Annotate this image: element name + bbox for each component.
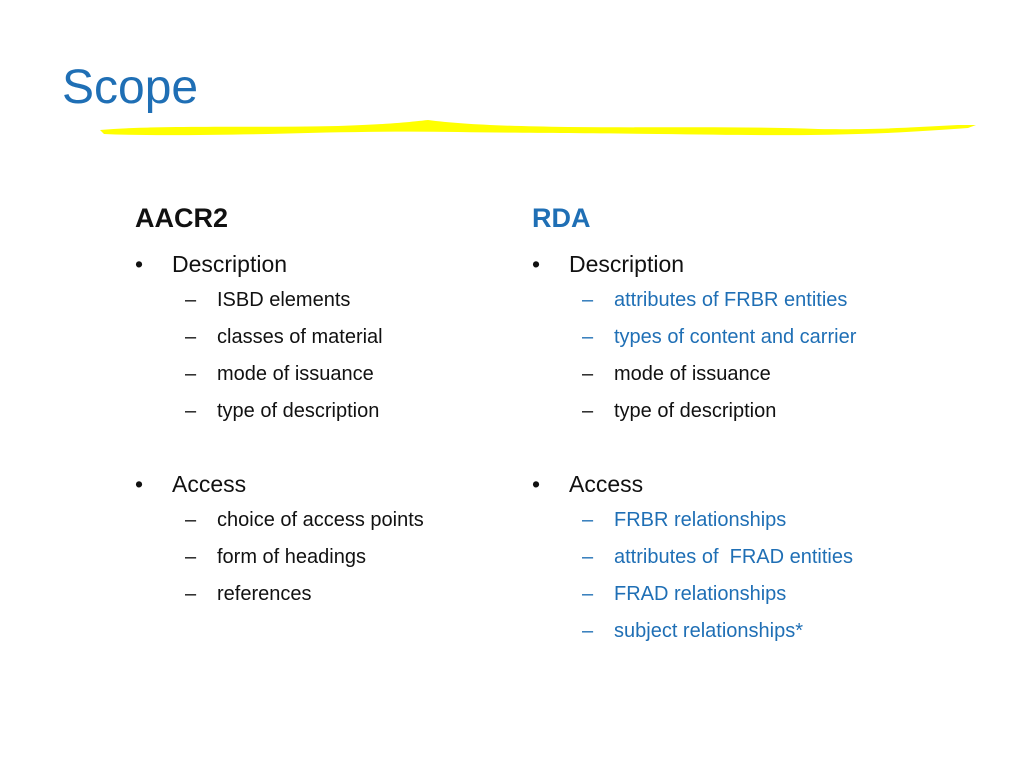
aacr2-access-group [135,466,535,613]
bullet-marker: • [135,471,144,497]
dash-marker: – [185,289,197,311]
list-item: – FRAD relationships [532,576,932,613]
dash-marker: – [582,509,594,531]
list-item: – subject relationships* [532,613,932,650]
rda-access-bullet [532,466,932,502]
slide-title: Scope [62,61,199,114]
dash-marker: – [582,289,594,311]
bullet-label: Access [569,471,644,497]
dash-marker: – [582,583,594,605]
bullet-marker: • [532,471,541,497]
dash-marker: – [185,326,197,348]
list-item: – ISBD elements [135,282,535,319]
dash-marker: – [185,400,197,422]
aacr2-column [135,198,535,613]
bullet-marker: • [135,251,144,277]
dash-marker: – [582,546,594,568]
highlighter-stroke [100,120,976,135]
list-item: – FRBR relationships [532,502,932,539]
list-item: – mode of issuance [532,356,932,393]
list-item: – types of content and carrier [532,319,932,356]
list-item: – references [135,576,535,613]
spacer [135,430,535,466]
list-item: – attributes of FRBR entities [532,282,932,319]
bullet-marker: • [532,251,541,277]
list-item: – mode of issuance [135,356,535,393]
list-item: – choice of access points [135,502,535,539]
dash-marker: – [582,363,594,385]
rda-description-group [532,246,932,430]
highlighter-underline [98,116,978,146]
list-item: – type of description [135,393,535,430]
dash-marker: – [185,583,197,605]
dash-marker: – [185,363,197,385]
aacr2-access-bullet [135,466,535,502]
dash-marker: – [185,546,197,568]
list-item: – attributes of FRAD entities [532,539,932,576]
bullet-label: Description [172,251,288,277]
dash-marker: – [582,400,594,422]
rda-description-bullet [532,246,932,282]
rda-access-group [532,466,932,650]
dash-marker: – [582,620,594,642]
list-item: – type of description [532,393,932,430]
dash-marker: – [582,326,594,348]
rda-heading: RDA [532,203,591,233]
list-item: – classes of material [135,319,535,356]
spacer [532,430,932,466]
aacr2-heading: AACR2 [135,203,229,233]
aacr2-description-group [135,246,535,430]
bullet-label: Description [569,251,685,277]
bullet-label: Access [172,471,247,497]
list-item: – form of headings [135,539,535,576]
rda-column [532,198,932,650]
aacr2-description-bullet [135,246,535,282]
dash-marker: – [185,509,197,531]
